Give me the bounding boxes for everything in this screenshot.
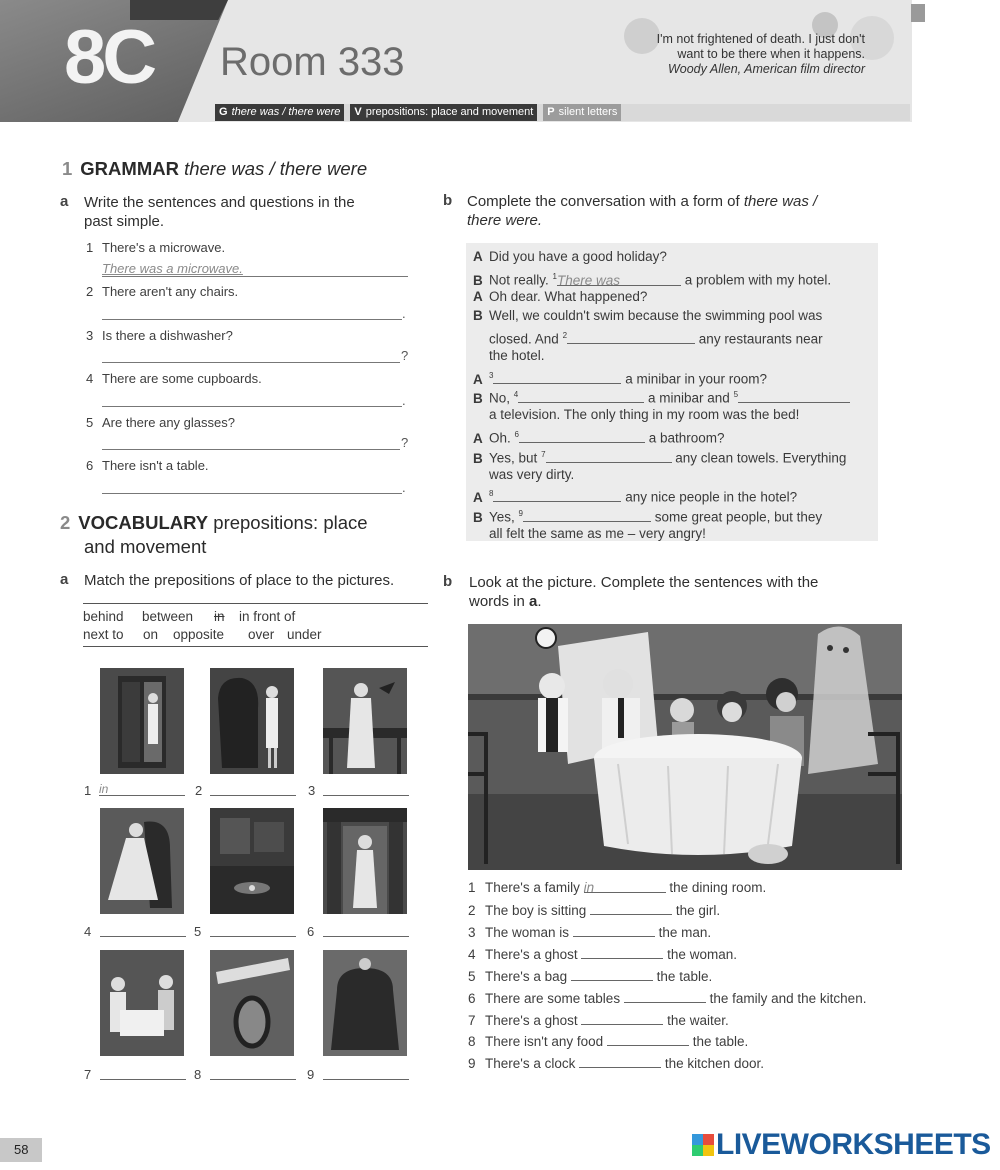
sentence-answer-field[interactable] — [581, 1011, 663, 1025]
unit-code: 8C — [64, 15, 154, 100]
conversation-line: closed. And $^2$ any restaurants near — [489, 331, 823, 347]
exercise-letter: b — [443, 192, 453, 209]
conversation-line: A Did you have a good holiday? — [473, 249, 667, 264]
word-bank-item: in — [214, 609, 225, 624]
sentence: 7 There's a ghost the waiter. — [468, 1013, 729, 1028]
picture-number: 7 — [84, 1067, 92, 1082]
grammar-item: 2 There aren't any chairs. — [86, 284, 239, 299]
picture-answer-field[interactable] — [323, 1066, 409, 1080]
picture-bed-eyes — [210, 808, 294, 914]
answer-field[interactable] — [102, 304, 402, 320]
word-bank-item: opposite — [173, 627, 225, 642]
answer-field[interactable]: There was a microwave. — [102, 261, 408, 277]
conversation-line: B Well, we couldn't swim because the swimming pool was — [473, 308, 823, 323]
exercise-instruction: Write the sentences and questions in the past simple. — [84, 194, 355, 230]
page-number: 58 — [0, 1138, 42, 1162]
conversation-line: A Oh dear. What happened? — [473, 289, 648, 304]
unit-title: Room 333 — [220, 40, 405, 84]
conversation-line: a television. The only thing in my room was the bed! — [489, 407, 800, 422]
picture-number: 4 — [84, 924, 92, 939]
conversation-line: was very dirty. — [489, 467, 575, 482]
liveworksheets-icon — [692, 1134, 714, 1156]
conversation-answer-field[interactable] — [523, 508, 651, 522]
grammar-tag: G there was / there were — [215, 104, 344, 121]
conversation-line: B Yes, but $^7$ any clean towels. Everything — [473, 450, 847, 466]
answer-field[interactable] — [102, 391, 402, 407]
picture-answer-field[interactable] — [210, 1066, 296, 1080]
vocabulary-tag: V prepositions: place and movement — [350, 104, 537, 121]
conversation-line: B Not really. $^1$There was a problem with my hotel. — [473, 272, 832, 288]
conversation-answer-field[interactable] — [567, 330, 695, 344]
conversation-line: all felt the same as me – very angry! — [489, 526, 706, 541]
picture-answer-field[interactable] — [323, 782, 409, 796]
sentence: 4 There's a ghost the woman. — [468, 947, 737, 962]
exercise-instruction: Match the prepositions of place to the pictures. — [84, 572, 395, 589]
exercise-letter: a — [60, 571, 69, 588]
picture-woman-table — [323, 668, 407, 774]
conversation-answer-field[interactable] — [493, 370, 621, 384]
picture-mirror-figure — [210, 950, 294, 1056]
punctuation: . — [402, 480, 406, 495]
quote-line: I'm not frightened of death. I just don't — [656, 32, 865, 46]
sentence-answer-field[interactable] — [607, 1032, 689, 1046]
picture-number: 6 — [307, 924, 315, 939]
sentence: 2 The boy is sitting the girl. — [468, 903, 721, 918]
word-bank-item: between — [142, 609, 194, 624]
sentence-answer-field[interactable] — [579, 1054, 661, 1068]
grammar-item: 6 There isn't a table. — [86, 458, 209, 473]
punctuation: ? — [401, 435, 409, 450]
picture-answer-field[interactable] — [210, 782, 296, 796]
conversation-line: A $^3$ a minibar in your room? — [473, 371, 768, 387]
picture-number: 2 — [195, 783, 203, 798]
punctuation: . — [402, 306, 406, 321]
picture-two-people-table — [100, 950, 184, 1056]
grammar-section-title: 1 GRAMMAR there was / there were — [62, 158, 368, 179]
exercise-instruction: Look at the picture. Complete the sentences with the words in a. — [469, 574, 819, 610]
sentence: 1 There's a family in the dining room. — [468, 880, 767, 895]
conversation-answer-field[interactable] — [546, 449, 672, 463]
word-bank — [83, 603, 428, 647]
word-bank-item: in front of — [239, 609, 296, 624]
picture-number: 8 — [194, 1067, 202, 1082]
conversation-line: A Oh. $^6$ a bathroom? — [473, 430, 725, 446]
picture-woman-chair — [100, 808, 184, 914]
conversation-answer-field[interactable]: There was — [557, 272, 681, 286]
word-bank-item: over — [248, 627, 275, 642]
picture-answer-field[interactable] — [100, 923, 186, 937]
picture-chair-figure — [210, 668, 294, 774]
corner-tab — [911, 4, 925, 22]
picture-answer-field[interactable] — [210, 923, 296, 937]
dining-room-picture — [468, 624, 902, 870]
picture-answer-field[interactable] — [100, 1066, 186, 1080]
sentence: 8 There isn't any food the table. — [468, 1034, 749, 1049]
grammar-item: 5 Are there any glasses? — [86, 415, 235, 430]
picture-armchair — [323, 950, 407, 1056]
sentence-answer-field[interactable]: in — [584, 879, 666, 893]
exercise-instruction: Complete the conversation with a form of there was / there were. — [467, 193, 818, 229]
answer-field[interactable] — [102, 434, 400, 450]
conversation-line: A $^8$ any nice people in the hotel? — [473, 489, 798, 505]
liveworksheets-logo: LIVEWORKSHEETS — [692, 1128, 991, 1162]
conversation-line: B No, $^4$ a minibar and $^5$ — [473, 386, 850, 407]
picture-number: 5 — [194, 924, 202, 939]
picture-number: 1 — [84, 783, 92, 798]
sentence-answer-field[interactable] — [590, 901, 672, 915]
sentence-answer-field[interactable] — [571, 967, 653, 981]
quote — [615, 32, 865, 77]
word-bank-item: under — [287, 627, 322, 642]
sentence: 9 There's a clock the kitchen door. — [468, 1056, 764, 1071]
word-bank-item: next to — [83, 627, 124, 642]
topic-tag-bar — [215, 104, 910, 121]
punctuation: ? — [401, 348, 409, 363]
sentence-answer-field[interactable] — [624, 989, 706, 1003]
grammar-item: 4 There are some cupboards. — [86, 371, 262, 386]
picture-number: 3 — [308, 783, 316, 798]
conversation-answer-field[interactable] — [519, 429, 645, 443]
conversation-answer-field[interactable] — [518, 389, 644, 403]
conversation-line: the hotel. — [489, 348, 545, 363]
sentence-answer-field[interactable] — [581, 945, 663, 959]
picture-woman-curtains — [323, 808, 407, 914]
exercise-letter: b — [443, 573, 453, 590]
word-bank-item: on — [143, 627, 159, 642]
picture-number: 9 — [307, 1067, 315, 1082]
punctuation: . — [402, 393, 406, 408]
conversation-answer-field[interactable] — [738, 389, 850, 403]
sentence: 3 The woman is the man. — [468, 925, 712, 940]
picture-wardrobe — [100, 668, 184, 774]
answer-field[interactable] — [102, 347, 400, 363]
word-bank-item: behind — [83, 609, 124, 624]
sentence-answer-field[interactable] — [573, 923, 655, 937]
quote-line: want to be there when it happens. — [677, 47, 865, 61]
sentence: 5 There's a bag the table. — [468, 969, 713, 984]
conversation-answer-field[interactable] — [493, 488, 621, 502]
grammar-item: 3 Is there a dishwasher? — [86, 328, 233, 343]
grammar-item: 1 There's a microwave. — [86, 240, 226, 255]
quote-author: Woody Allen, American film director — [667, 62, 865, 76]
answer-field[interactable] — [102, 478, 402, 494]
exercise-letter: a — [60, 193, 69, 210]
sentence: 6 There are some tables the family and the kitchen. — [468, 991, 867, 1006]
vocabulary-section-title: 2 VOCABULARY prepositions: place and movement — [60, 512, 368, 557]
picture-answer-field[interactable] — [323, 923, 409, 937]
pronunciation-tag: P silent letters — [543, 104, 621, 121]
picture-answer-field[interactable]: in — [99, 782, 185, 796]
conversation-line: B Yes, $^9$ some great people, but they — [473, 509, 823, 525]
